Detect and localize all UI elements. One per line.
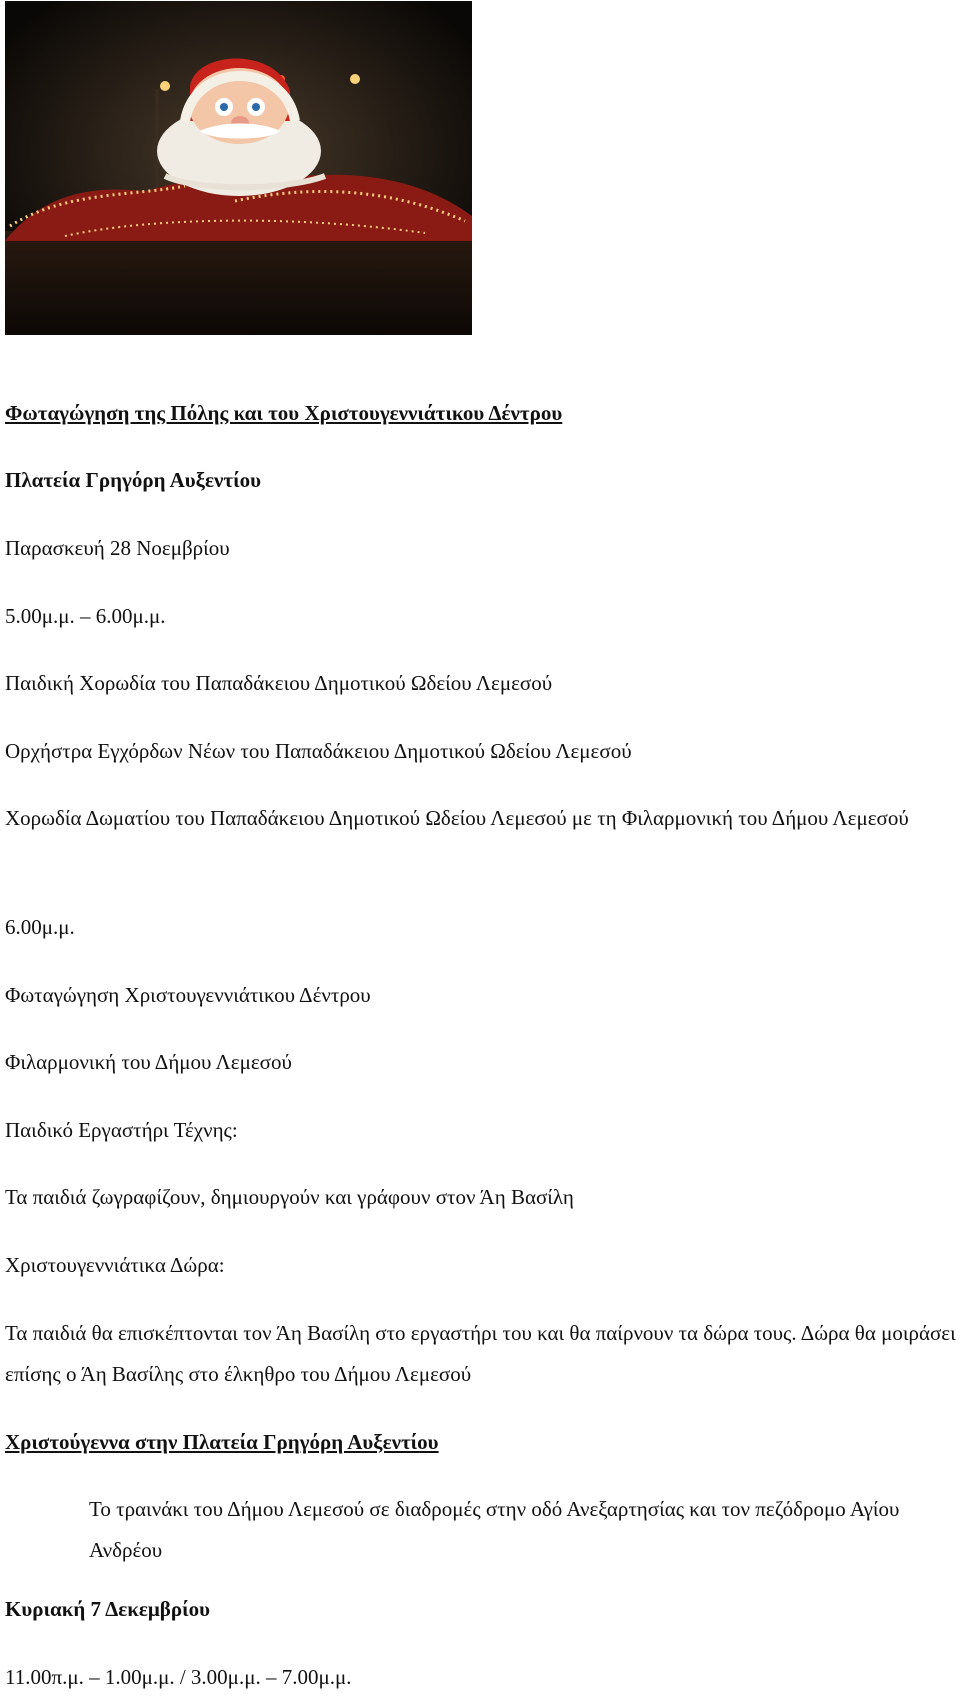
event-time: 6.00μ.μ. <box>5 915 75 939</box>
santa-photo <box>5 1 472 335</box>
program-item: Φιλαρμονική του Δήμου Λεμεσού <box>5 1050 292 1074</box>
event-heading-square: Χριστούγεννα στην Πλατεία Γρηγόρη Αυξεντίου <box>5 1430 439 1454</box>
program-item: Τα παιδιά θα επισκέπτονται τον Άη Βασίλη στο εργαστήρι του και θα παίρνουν τα δώρα τους. Δώρα θα μοιράσει επίσης ο Άη Βασίλης στο έλκηθρο του Δήμου Λεμεσού <box>5 1321 956 1386</box>
event-location: Πλατεία Γρηγόρη Αυξεντίου <box>5 468 261 492</box>
event-time: 11.00π.μ. – 1.00μ.μ. / 3.00μ.μ. – 7.00μ.μ. <box>5 1665 352 1689</box>
event-time: 5.00μ.μ. – 6.00μ.μ. <box>5 604 166 628</box>
program-item: Χορωδία Δωματίου του Παπαδάκειου Δημοτικού Ωδείου Λεμεσού με τη Φιλαρμονική του Δήμου Λεμεσού <box>5 806 909 830</box>
program-item: Χριστουγεννιάτικα Δώρα: <box>5 1253 225 1277</box>
event-date: Παρασκευή 28 Νοεμβρίου <box>5 536 230 560</box>
program-item: Παιδική Χορωδία του Παπαδάκειου Δημοτικού Ωδείου Λεμεσού <box>5 671 553 695</box>
program-item: Το τραινάκι του Δήμου Λεμεσού σε διαδρομές στην οδό Ανεξαρτησίας και τον πεζόδρομο Αγίου Ανδρέου <box>89 1497 900 1562</box>
event-date: Κυριακή 7 Δεκεμβρίου <box>5 1597 211 1621</box>
program-item: Παιδικό Εργαστήρι Τέχνης: <box>5 1118 238 1142</box>
event-heading-lighting: Φωταγώγηση της Πόλης και του Χριστουγεννιάτικου Δέντρου <box>5 401 563 425</box>
program-item: Ορχήστρα Εγχόρδων Νέων του Παπαδάκειου Δημοτικού Ωδείου Λεμεσού <box>5 739 632 763</box>
program-item: Τα παιδιά ζωγραφίζουν, δημιουργούν και γράφουν στον Άη Βασίλη <box>5 1185 574 1209</box>
program-item: Φωταγώγηση Χριστουγεννιάτικου Δέντρου <box>5 983 371 1007</box>
